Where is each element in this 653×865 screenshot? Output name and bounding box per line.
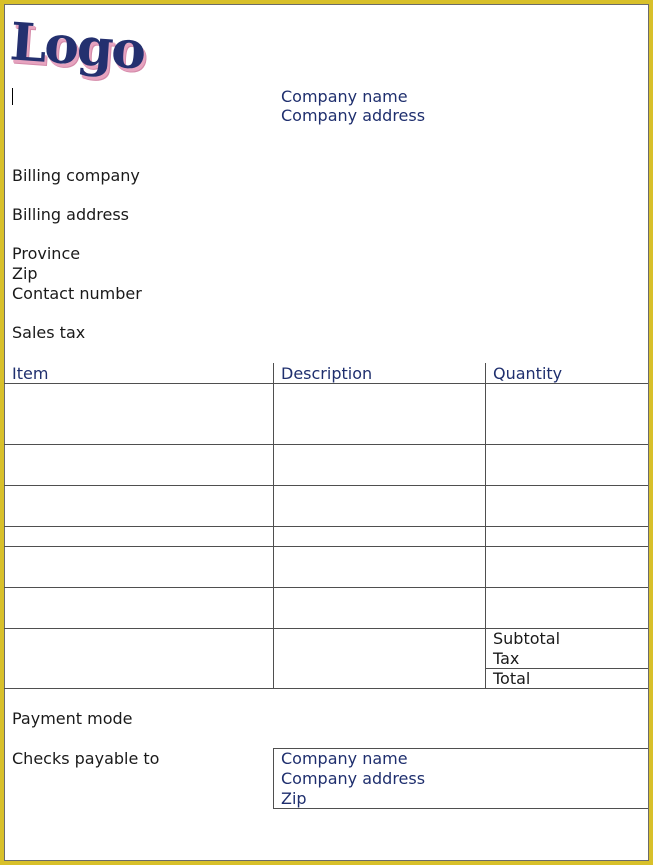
- text-cursor: [12, 88, 13, 105]
- payee-company-address: Company address: [281, 769, 426, 788]
- invoice-page: [4, 4, 649, 861]
- payee-company-name: Company name: [281, 749, 408, 768]
- payee-zip: Zip: [281, 789, 307, 808]
- payment-mode-label: Payment mode: [12, 709, 133, 728]
- billing-company-label: Billing company: [12, 166, 140, 185]
- column-header-description: Description: [281, 364, 373, 383]
- payee-box-bottom: [273, 808, 648, 809]
- column-header-quantity: Quantity: [493, 364, 563, 383]
- company-logo: Logo: [8, 11, 147, 82]
- checks-payable-label: Checks payable to: [12, 749, 160, 768]
- row-divider: [4, 444, 648, 445]
- contact-number-label: Contact number: [12, 284, 142, 303]
- payee-box-left: [273, 748, 274, 809]
- row-divider: [4, 526, 648, 527]
- company-address: Company address: [281, 106, 426, 125]
- sales-tax-label: Sales tax: [12, 323, 86, 342]
- province-label: Province: [12, 244, 81, 263]
- subtotal-label: Subtotal: [493, 629, 561, 648]
- row-divider: [4, 383, 648, 384]
- row-divider: [4, 587, 648, 588]
- table-bottom-border: [4, 688, 648, 689]
- tax-label: Tax: [493, 649, 520, 668]
- row-divider: [4, 485, 648, 486]
- total-label: Total: [493, 669, 531, 688]
- company-name: Company name: [281, 87, 408, 106]
- column-header-item: Item: [12, 364, 49, 383]
- row-divider: [4, 546, 648, 547]
- zip-label: Zip: [12, 264, 38, 283]
- billing-address-label: Billing address: [12, 205, 129, 224]
